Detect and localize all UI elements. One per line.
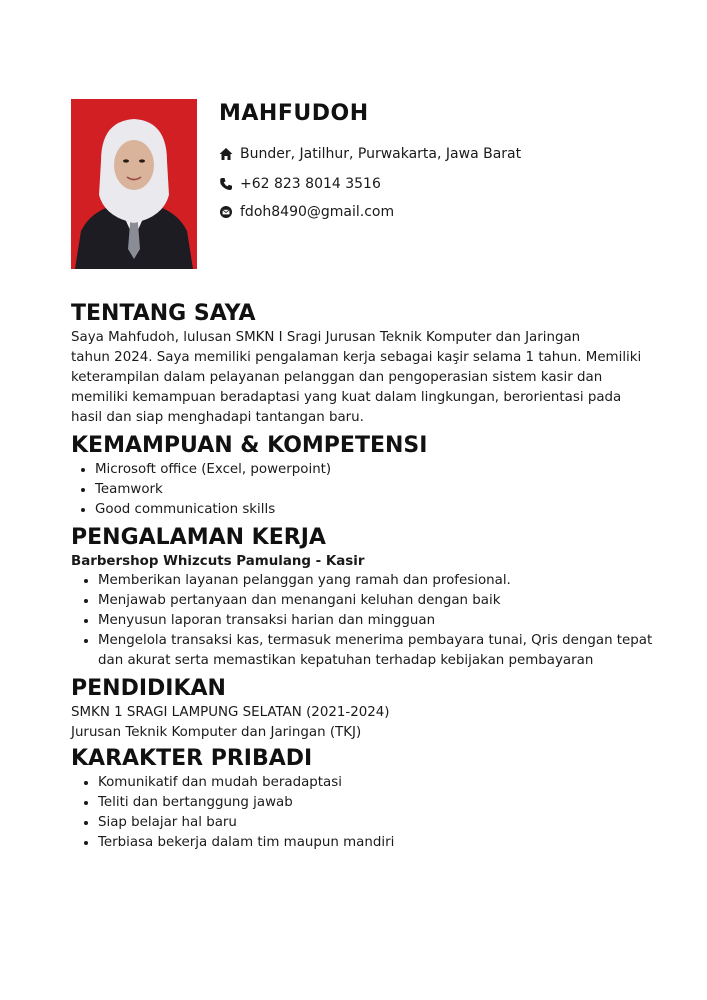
list-item: • Mengelola transaksi kas, termasuk menerima pembayara tunai, Qris dengan tepat dan akurat serta memastikan kepatuhan terhadap kebijakan pembayaran [98,631,671,671]
phone-icon [219,177,233,191]
about-line: tahun 2024. Saya memiliki pengalaman kerja sebagai kaşir selama 1 tahun. Memiliki [71,350,642,365]
education-school: SMKN 1 SRAGI LAMPUNG SELATAN (2021-2024) [71,705,390,720]
education-major: Jurusan Teknik Komputer dan Jaringan (TKJ) [71,725,362,740]
character-list [71,773,671,853]
list-item: • Teamwork [95,480,671,500]
education-title: PENDIDIKAN [71,676,226,701]
list-item: • Teliti dan bertanggung jawab [98,793,671,813]
phone-text: +62 823 8014 3516 [240,176,381,192]
list-item: • Menyusun laporan transaksi harian dan mingguan [98,611,671,631]
candidate-name: MAHFUDOH [219,101,369,126]
about-line: Saya Mahfudoh, lulusan SMKN I Sragi Jurusan Teknik Komputer dan Jaringan [71,330,581,345]
list-item: • Menjawab pertanyaan dan menangani keluhan dengan baik [98,591,671,611]
skills-list [71,460,671,520]
profile-photo [71,99,197,269]
email-icon [219,205,233,219]
skills-title: KEMAMPUAN & KOMPETENSI [71,433,428,458]
about-line: hasil dan siap menghadapi tantangan baru. [71,410,364,425]
list-item: • Terbiasa bekerja dalam tim maupun mandiri [98,833,671,853]
list-item: • Good communication skills [95,500,671,520]
home-icon [219,147,233,161]
character-title: KARAKTER PRIBADI [71,746,313,771]
list-item: • Microsoft office (Excel, powerpoint) [95,460,671,480]
about-line: memiliki kemampuan beradaptasi yang kuat dalam lingkungan, berorientasi pada [71,390,622,405]
contact-phone [219,176,381,192]
list-item: • Komunikatif dan mudah beradaptasi [98,773,671,793]
about-line: keterampilan dalam pelayanan pelanggan dan pengoperasian sistem kasir dan [71,370,603,385]
experience-list [71,571,671,671]
contact-email [219,204,394,220]
experience-title: PENGALAMAN KERJA [71,525,326,550]
about-paragraph [71,328,671,428]
contact-address [219,146,521,162]
list-item: • Siap belajar hal baru [98,813,671,833]
address-text: Bunder, Jatilhur, Purwakarta, Jawa Barat [240,146,522,162]
email-text: fdoh8490@gmail.com [240,204,395,220]
list-item: • Memberikan layanan pelanggan yang ramah dan profesional. [98,571,671,591]
job-title: Barbershop Whizcuts Pamulang - Kasir [71,554,365,569]
resume-body [71,300,671,857]
about-title: TENTANG SAYA [71,301,256,326]
